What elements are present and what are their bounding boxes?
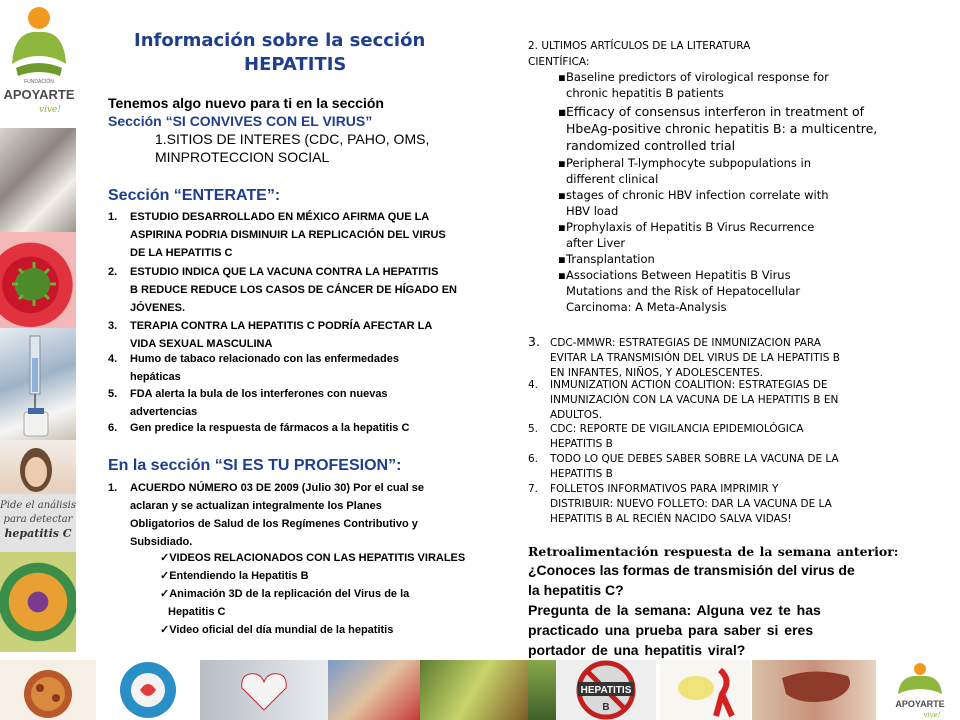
article-line: Carcinoma: A Meta-Analysis [566,300,727,314]
article-line: stages of chronic HBV infection correlate with [566,188,829,202]
video-link[interactable]: ✓VIDEOS RELACIONADOS CON LAS HEPATITIS VIRALES [160,552,466,564]
video-link[interactable]: ✓Entendiendo la Hepatitis B [160,570,309,582]
article-line: Baseline predictors of virological response for [566,70,829,84]
article-line: chronic hepatitis B patients [566,86,724,100]
pill-ribbon-image [660,660,750,720]
article-line: Associations Between Hepatitis B Virus [566,268,791,282]
liver-anatomy-image [752,660,876,720]
item-line: Gen predice la respuesta de fármacos a la hepatitis C [130,422,410,434]
stamp-text: HEPATITIS [580,685,632,696]
list-item [108,419,486,437]
item-line: aclaran y se actualizan integralmente los Planes [130,500,382,512]
article-line: after Liver [566,236,626,250]
list-item [108,317,486,353]
link-label: Animación 3D de la replicación del Virus de la [169,588,410,600]
article-link[interactable]: ▪ Baseline predictors of virological response for chronic hepatitis B patients [566,69,906,101]
resource-number: 7. [528,483,539,495]
item-line: hepáticas [130,371,181,383]
item-line: FDA alerta la bula de los interferones con nuevas [130,388,388,400]
article-line: Prophylaxis of Hepatitis B Virus Recurrence [566,220,815,234]
apoyarte-logo-bottom [880,660,960,720]
intro-line-1: Tenemos algo nuevo para ti en la sección [108,95,384,111]
resource-item[interactable] [528,422,908,452]
resource-item[interactable] [528,452,908,482]
section-2-line-1: 2. ULTIMOS ARTÍCULOS DE LA LITERATURA [528,40,751,52]
link-label: VIDEOS RELACIONADOS CON LAS HEPATITIS VIRALES [169,552,466,564]
article-link[interactable]: ▪ Associations Between Hepatitis B Virus Mutations and the Risk of Hepatocellular Carcinoma: A Meta-Analysis [566,267,906,315]
virus-cluster-image [0,660,96,720]
resource-line: CDC-MMWR: ESTRATEGIAS DE INMUNIZACION PARA [550,337,821,349]
hands-heart-image [200,660,328,720]
list-item [108,350,486,386]
item-line: B REDUCE REDUCE LOS CASOS DE CÁNCER DE HÍGADO EN [130,284,457,296]
bottom-logo-brand: APOYARTE [895,699,945,709]
item-line: DE LA HEPATITIS C [130,247,233,259]
item-number: 5. [108,388,118,400]
resource-item[interactable] [528,482,908,527]
resource-line: EVITAR LA TRANSMISIÓN DEL VIRUS DE LA HEPATITIS B [550,352,840,364]
virus-blood-cells-image [0,232,76,328]
syringe-vaccine-image [0,328,76,440]
article-line: randomized controlled trial [566,138,736,153]
article-line: Mutations and the Risk of Hepatocellular [566,284,801,298]
intro-line-2: Sección “SI CONVIVES CON EL VIRUS” [108,113,373,129]
question-line: practicado una prueba para saber si eres [528,622,814,638]
item-number: 6. [108,422,118,434]
article-line: Efficacy of consensus interferon in treatment of [566,104,864,119]
question-line: Pregunta de la semana: Alguna vez te has [528,602,821,618]
question-line: ¿Conoces las formas de transmisión del virus de [528,562,855,578]
article-link[interactable]: ▪ Transplantation [566,251,906,267]
world-hepatitis-day-seal [100,660,196,720]
profesion-heading: En la sección “SI ES TU PROFESION”: [108,457,402,474]
resource-line: HEPATITIS B AL RECIÉN NACIDO SALVA VIDAS! [550,513,792,525]
list-item [108,263,486,317]
woman-hepatitis-c-banner [0,440,76,552]
bottom-logo-tagline: vive! [923,711,941,719]
article-link[interactable]: ▪ Prophylaxis of Hepatitis B Virus Recurrence after Liver [566,219,906,251]
article-line: HBV load [566,204,619,218]
item-line: advertencias [130,406,198,418]
page-title-line-1: Información sobre la sección [134,30,426,51]
profesion-item [108,479,486,551]
enterate-heading: Sección “ENTERATE”: [108,187,281,204]
logo-small-text: FUNDACIÓN [24,79,54,85]
page-title-line-2: HEPATITIS [244,54,347,75]
article-line: Transplantation [566,252,655,266]
hepatitis-b-stamp [556,660,656,720]
article-line: HbeAg-positive chronic hepatitis B: a multicentre, [566,121,878,136]
previous-question [528,560,855,600]
resource-line: FOLLETOS INFORMATIVOS PARA IMPRIMIR Y [550,483,779,495]
banner-line-1: Pide el análisis [0,500,76,511]
link-label: Entendiendo la Hepatitis B [169,570,309,582]
video-link[interactable]: ✓Animación 3D de la replicación del Virus de la [160,588,410,600]
item-number: 4. [108,353,118,365]
patient-photo [0,128,76,232]
item-line: Obligatorios de Salud de los Regímenes Contributivo y [130,518,418,530]
item-number: 1. [108,482,118,494]
resource-number: 6. [528,453,539,465]
resource-line: ADULTOS. [550,409,603,421]
item-line: Subsidiado. [130,536,193,548]
bottom-image-strip [0,660,960,720]
left-image-strip [0,0,78,660]
article-link[interactable]: ▪ stages of chronic HBV infection correlate with HBV load [566,187,906,219]
item-line: Humo de tabaco relacionado con las enfermedades [130,353,399,365]
link-label: Video oficial del día mundial de la hepatitis [169,624,394,636]
intro-line-3: 1.SITIOS DE INTERES (CDC, PAHO, OMS, [155,131,430,147]
banner-line-2: para detectar [3,514,73,525]
outdoor-people-image [420,660,528,720]
item-number: 2. [108,266,118,278]
item-line: VIDA SEXUAL MASCULINA [130,338,273,350]
list-item [108,385,486,421]
apoyarte-logo [4,4,74,126]
section-2-line-2: CIENTÍFICA: [528,56,590,68]
resource-item[interactable] [528,334,908,381]
article-line: Peripheral T-lymphocyte subpopulations in [566,156,812,170]
resource-line: CDC: REPORTE DE VIGILANCIA EPIDEMIOLÓGICA [550,423,804,435]
banner-line-3: hepatitis C [4,527,72,540]
resource-line: INMUNIZATION ACTION COALITION: ESTRATEGIAS DE [550,379,828,391]
resource-item[interactable] [528,378,908,423]
list-item [108,208,486,262]
section-2-heading [528,38,908,70]
item-line: ACUERDO NÚMERO 03 DE 2009 (Julio 30) Por el cual se [130,482,425,494]
resource-number: 4. [528,379,539,391]
question-line: portador de una hepatitis viral? [528,642,746,658]
article-link[interactable]: ▪ Peripheral T-lymphocyte subpopulations in different clinical [566,155,906,187]
stamp-letter: B [602,702,610,713]
video-link-continuation: Hepatitis C [168,606,226,618]
intro-line-4: MINPROTECCION SOCIAL [155,149,330,165]
week-question [528,600,908,660]
resource-line: DISTRIBUIR: NUEVO FOLLETO: DAR LA VACUNA DE LA [550,498,832,510]
article-link[interactable]: ▪ Efficacy of consensus interferon in treatment of HbeAg-positive chronic hepatitis B: a multicentre, randomized controlled trial [566,103,906,154]
video-link[interactable]: ✓Video oficial del día mundial de la hepatitis [160,624,394,636]
logo-tagline: vive! [39,105,61,115]
logo-brand: APOYARTE [4,87,74,102]
item-line: ESTUDIO INDICA QUE LA VACUNA CONTRA LA HEPATITIS [130,266,439,278]
resource-line: TODO LO QUE DEBES SABER SOBRE LA VACUNA DE LA [550,453,839,465]
item-line: ESTUDIO DESARROLLADO EN MÉXICO AFIRMA QUE LA [130,211,430,223]
item-line: JÓVENES. [130,302,186,314]
hands-ribbon-image [328,660,420,720]
resource-line: HEPATITIS B [550,468,613,480]
item-number: 1. [108,211,118,223]
question-line: la hepatitis C? [528,582,624,598]
resource-line: HEPATITIS B [550,438,613,450]
virus-particle-image [0,552,76,652]
item-line: ASPIRINA PODRIA DISMINUIR LA REPLICACIÓN DEL VIRUS [130,229,446,241]
item-line: TERAPIA CONTRA LA HEPATITIS C PODRÍA AFECTAR LA [130,320,433,332]
resource-number: 3. [528,334,540,349]
article-line: different clinical [566,172,659,186]
feedback-heading: Retroalimentación respuesta de la semana anterior: [528,544,899,559]
item-number: 3. [108,320,118,332]
resource-number: 5. [528,423,539,435]
resource-line: EN INFANTES, NIÑOS, Y ADOLESCENTES. [550,367,763,379]
resource-line: INMUNIZACIÓN CON LA VACUNA DE LA HEPATITIS B EN [550,394,839,406]
